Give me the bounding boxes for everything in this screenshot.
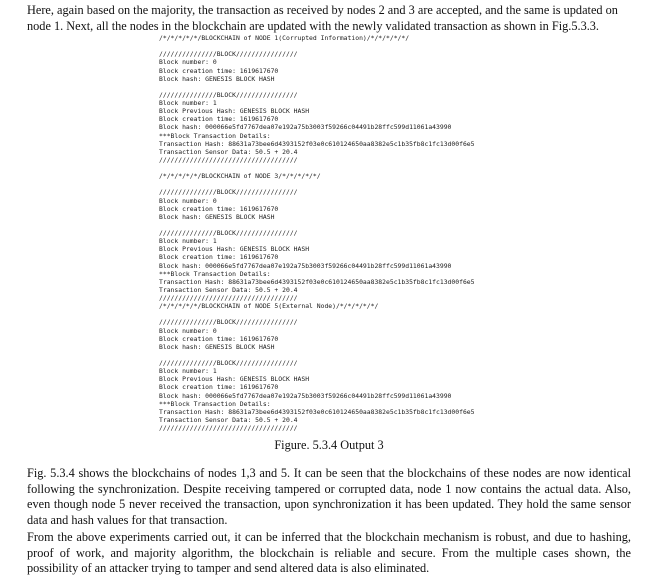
console-line: Block hash: GENESIS BLOCK HASH xyxy=(159,74,275,83)
console-line: //////////////////////////////////// xyxy=(159,294,298,302)
console-line: Block number: 0 xyxy=(159,326,217,335)
console-line: ***Block Transaction Details: xyxy=(159,399,271,408)
intro-paragraph: Here, again based on the majority, the transaction as received by nodes 2 and 3 are accepted, and the same is updated on node 1. Next, all the nodes in the blockchain are updated with the newly validated transaction as shown in Fig.5.3.3. xyxy=(27,3,618,33)
console-line: ///////////////BLOCK//////////////// xyxy=(159,318,298,327)
console-line: Block creation time: 1619617670 xyxy=(159,66,279,75)
console-line: Transaction Sensor Data: 50.5 + 20.4 xyxy=(159,147,298,156)
console-line: Block creation time: 1619617670 xyxy=(159,383,279,392)
console-line: Block number: 1 xyxy=(159,237,217,246)
discussion-paragraph: Fig. 5.3.4 shows the blockchains of nodes 1,3 and 5. It can be seen that the blockchains of these nodes are now identical following the synchronization. Despite receiving tampered or corrupted data, node 1 now contains the actual data. Also, even though node 5 never received the transaction, upon synchronization it has been updated. They hold the same sensor data and hash values for that transaction. xyxy=(27,466,631,527)
console-line: ///////////////BLOCK//////////////// xyxy=(159,90,298,99)
console-line: Block creation time: 1619617670 xyxy=(159,204,279,213)
console-line: ///////////////BLOCK//////////////// xyxy=(159,50,298,59)
console-line: Block hash: GENESIS BLOCK HASH xyxy=(159,212,275,221)
console-line: Block hash: 000066e5fd7767dea07e192a75b3003f59266c04491b28ffc599d11061a43990 xyxy=(159,391,452,400)
figure-caption: Figure. 5.3.4 Output 3 xyxy=(274,438,384,452)
console-line: Block Previous Hash: GENESIS BLOCK HASH xyxy=(159,245,310,254)
console-line: Transaction Hash: 88631a73bee6d4393152f03e0c610124650aa8382e5c1b35fb8c1fc13d00f6e5 xyxy=(159,139,475,148)
console-line: ***Block Transaction Details: xyxy=(159,131,271,140)
console-line: ///////////////BLOCK//////////////// xyxy=(159,188,298,197)
console-line: /*/*/*/*/*/BLOCKCHAIN of NODE 3/*/*/*/*/*/ xyxy=(159,172,321,181)
console-line: Block creation time: 1619617670 xyxy=(159,115,279,124)
console-line: Block number: 0 xyxy=(159,58,217,67)
console-line: Transaction Hash: 88631a73bee6d4393152f03e0c610124650aa8382e5c1b35fb8c1fc13d00f6e5 xyxy=(159,407,475,416)
console-line: Block number: 1 xyxy=(159,367,217,376)
console-line: Block Previous Hash: GENESIS BLOCK HASH xyxy=(159,375,310,384)
console-line: ***Block Transaction Details: xyxy=(159,269,271,278)
console-line: //////////////////////////////////// xyxy=(159,155,298,164)
console-line: Block creation time: 1619617670 xyxy=(159,253,279,262)
console-line: ///////////////BLOCK//////////////// xyxy=(159,359,298,367)
console-line: Block hash: 000066e5fd7767dea07e192a75b3003f59266c04491b28ffc599d11061a43990 xyxy=(159,261,452,270)
console-line: Block number: 1 xyxy=(159,99,217,107)
console-line: Transaction Sensor Data: 50.5 + 20.4 xyxy=(159,285,298,294)
console-line: Block creation time: 1619617670 xyxy=(159,334,279,343)
console-line: Block number: 0 xyxy=(159,196,217,205)
console-output-text xyxy=(159,34,519,432)
console-line: /*/*/*/*/*/BLOCKCHAIN of NODE 5(External Node)/*/*/*/*/*/ xyxy=(159,302,379,311)
console-line: Block Previous Hash: GENESIS BLOCK HASH xyxy=(159,107,310,116)
console-line: /*/*/*/*/*/BLOCKCHAIN of NODE 1(Corrupted Information)/*/*/*/*/*/ xyxy=(159,34,410,42)
console-line: Transaction Sensor Data: 50.5 + 20.4 xyxy=(159,415,298,424)
console-line: //////////////////////////////////// xyxy=(159,424,298,432)
console-line: Transaction Hash: 88631a73bee6d4393152f03e0c610124650aa8382e5c1b35fb8c1fc13d00f6e5 xyxy=(159,277,475,286)
console-output-figure xyxy=(159,34,519,432)
console-line: Block hash: 000066e5fd7767dea07e192a75b3003f59266c04491b28ffc599d11061a43990 xyxy=(159,123,452,132)
console-line: Block hash: GENESIS BLOCK HASH xyxy=(159,342,275,351)
console-line: ///////////////BLOCK//////////////// xyxy=(159,229,298,237)
conclusion-paragraph: From the above experiments carried out, it can be inferred that the blockchain mechanism is robust, and due to hashing, proof of work, and majority algorithm, the blockchain is reliable and secure. From the multiple cases shown, the possibility of an attacker trying to tamper and send altered data is also eliminated. xyxy=(27,530,631,576)
